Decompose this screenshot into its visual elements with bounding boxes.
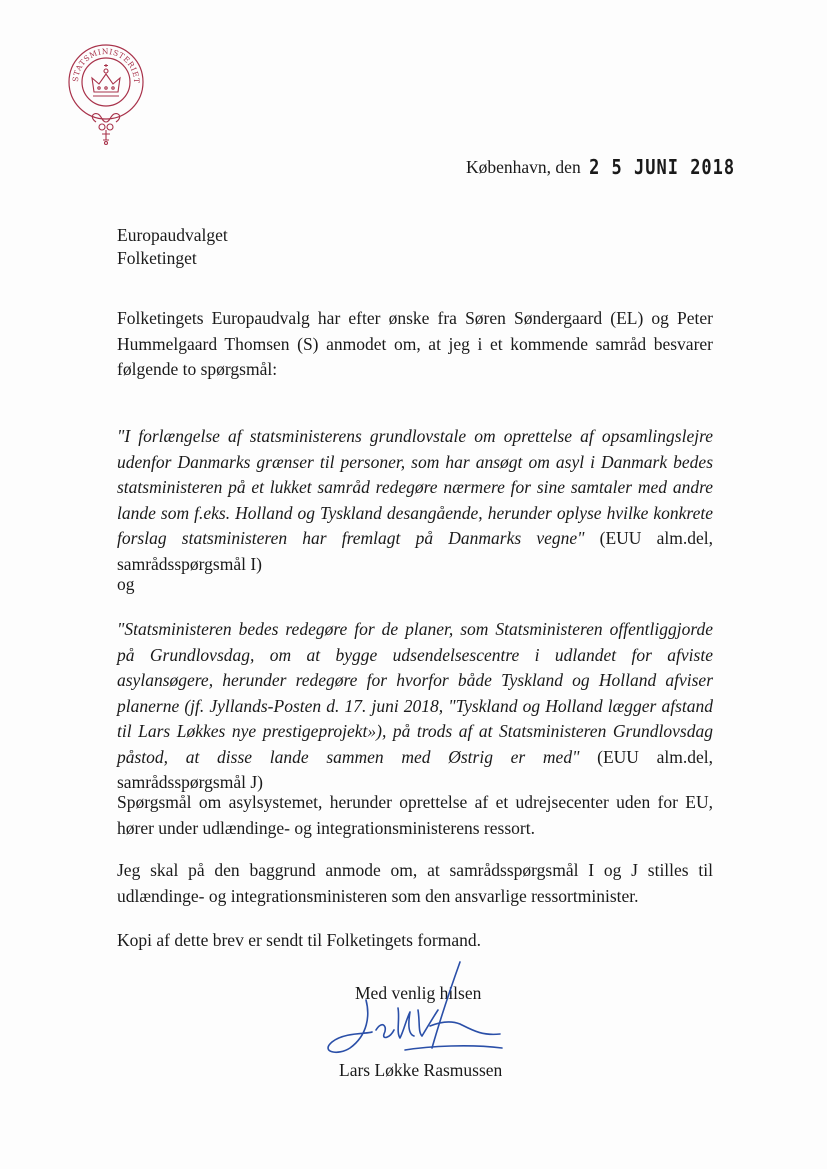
request-paragraph: Jeg skal på den baggrund anmode om, at samrådsspørgsmål I og J stilles til udlændinge- og integrationsministeren som den ansvarlige ressortminister. [117, 860, 713, 906]
closing-salutation: Med venlig hilsen [355, 983, 482, 1003]
recipient-line-1: Europaudvalget [117, 225, 228, 245]
signer-name: Lars Løkke Rasmussen [339, 1060, 503, 1080]
handwritten-signature [310, 960, 520, 1070]
question-j-quote: "Statsministeren bedes redegøre for de planer, som Statsministeren offentliggjorde på Grundlovsdag, om at bygge udsendelsescentre i udlandet for afviste asylansøgere, herunder redegøre for hvorfor både Tyskland og Holland afviser planerne (jf. Jyllands-Posten d. 17. juni 2018, "Tyskland og Holland lægger afstand til Lars Løkkes nye prestigeprojekt»), på trods af at Statsministeren Grundlovsdag påstod, at disse lande sammen med Østrig er med" [117, 619, 713, 767]
question-j-paragraph [117, 617, 713, 796]
intro-paragraph: Folketingets Europaudvalg har efter ønske fra Søren Søndergaard (EL) og Peter Hummelgaard Thomsen (S) anmodet om, at jeg i et kommende samråd besvarer følgende to spørgsmål: [117, 308, 713, 379]
date-stamp: 2 5 JUNI 2018 [589, 156, 736, 180]
dateline-prefix: København, den [466, 157, 581, 177]
question-i-paragraph [117, 424, 713, 577]
question-j-reference: (EUU alm.del, samrådsspørgsmål J) [117, 746, 713, 792]
recipient-line-2: Folketinget [117, 248, 197, 268]
copy-paragraph: Kopi af dette brev er sendt til Folketingets formand. [117, 930, 482, 950]
conjunction: og [117, 574, 135, 594]
dateline [466, 157, 735, 178]
question-i-quote: "I forlængelse af statsministerens grundlovstale om oprettelse af opsamlingslejre udenfor Danmarks grænser til personer, som har ansøgt om asyl i Danmark bedes statsministeren på et lukket samråd redegøre nærmere for sine samtaler med andre lande som f.eks. Holland og Tyskland desangående, herunder oplyse hvilke konkrete forslag statsministeren har fremlagt på Danmarks vegne" [117, 426, 713, 548]
question-i-reference: (EUU alm.del, samrådsspørgsmål I) [117, 528, 713, 574]
recipient-address [117, 224, 228, 270]
ressort-paragraph: Spørgsmål om asylsystemet, herunder oprettelse af et udrejsecenter uden for EU, hører under udlændinge- og integrationsministerens ressort. [117, 792, 713, 838]
svg-text:STATSMINISTERIET: STATSMINISTERIET [70, 46, 142, 84]
royal-seal-icon [66, 40, 146, 150]
